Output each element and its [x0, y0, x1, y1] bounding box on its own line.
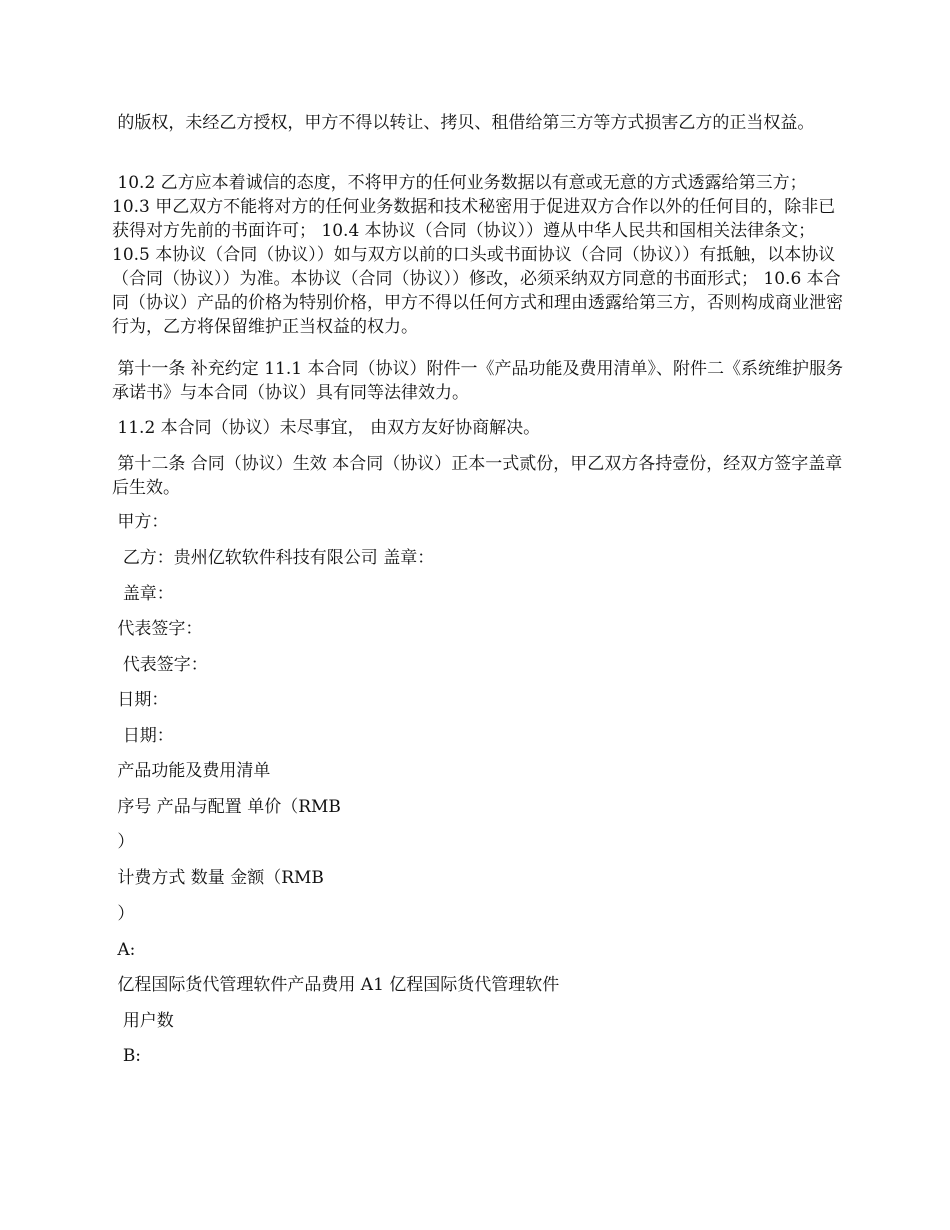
paragraph-clause-12: 第十二条 合同（协议）生效 本合同（协议）正本一式贰份，甲乙双方各持壹份，经双方签字盖章后生效。: [112, 454, 843, 498]
table-header-line-2: ）: [112, 832, 135, 852]
date-label-b: 日期：: [112, 726, 174, 746]
appendix-title: 产品功能及费用清单: [112, 761, 271, 781]
paragraph-copyright: 的版权，未经乙方授权，甲方不得以转让、拷贝、租借给第三方等方式损害乙方的正当权益。: [112, 113, 815, 133]
section-a-label: A:: [112, 940, 136, 960]
paragraph-clause-11-2: 11.2 本合同（协议）未尽事宜， 由双方友好协商解决。: [112, 418, 541, 438]
seal-label: 盖章：: [112, 584, 174, 604]
party-b-label: 乙方：贵州亿软软件科技有限公司 盖章：: [112, 548, 435, 568]
party-a-label: 甲方：: [112, 512, 169, 532]
signature-label-a: 代表签字：: [112, 619, 203, 639]
section-b-label: B:: [112, 1046, 142, 1066]
paragraph-clause-10: 10.2 乙方应本着诚信的态度，不将甲方的任何业务数据以有意或无意的方式透露给第三方； 10.3 甲乙双方不能将对方的任何业务数据和技术秘密用于促进双方合作以外的任何目的，除非已获得对方先前的书面许可； 10.4 本协议（合同（协议））遵从中华人民共和国相关法律条文； 10.5 本协议（合同（协议））如与双方以前的口头或书面协议（合同（协议））有抵触，以本协议（合同（协议））为准。本协议（合同（协议））修改，必须采纳双方同意的书面形式； 10.6 本合同（协议）产品的价格为特别价格，甲方不得以任何方式和理由透露给第三方，否则构成商业泄密行为，乙方将保留维护正当权益的权力。: [112, 173, 843, 337]
user-count-label: 用户数: [112, 1011, 174, 1031]
table-header-line-1: 序号 产品与配置 单价（RMB: [112, 797, 341, 817]
product-row-a1: 亿程国际货代管理软件产品费用 A1 亿程国际货代管理软件: [112, 975, 560, 995]
table-header-line-4: ）: [112, 904, 135, 924]
table-header-line-3: 计费方式 数量 金额（RMB: [112, 868, 324, 888]
paragraph-clause-11-1: 第十一条 补充约定 11.1 本合同（协议）附件一《产品功能及费用清单》、附件二《系统维护服务承诺书》与本合同（协议）具有同等法律效力。: [112, 359, 843, 403]
date-label-a: 日期：: [112, 690, 169, 710]
signature-label-b: 代表签字：: [112, 655, 208, 675]
